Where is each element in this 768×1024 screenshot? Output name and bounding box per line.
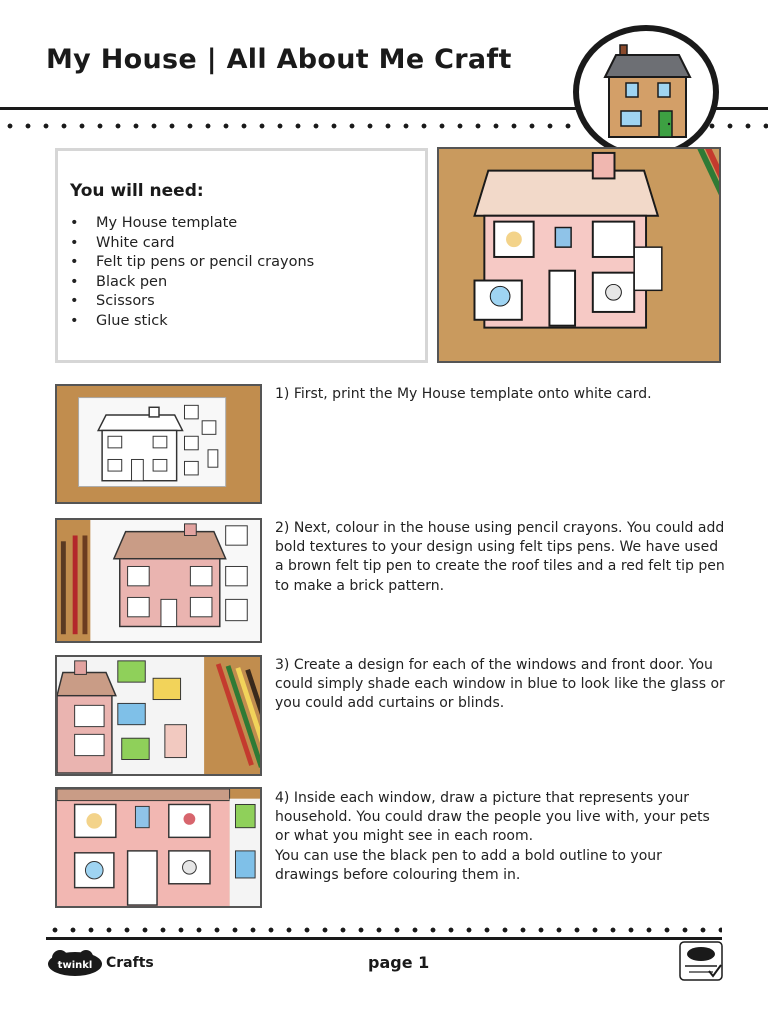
step-2-photo (55, 518, 262, 643)
step-2-text: 2) Next, colour in the house using pencil crayons. You could add bold textures to your design using felt tips pens. We have used a brown felt tip pen to create the roof tiles and a red felt tip pen to make a brick pattern. (275, 520, 725, 594)
materials-list (70, 214, 314, 331)
step-3-text: 3) Create a design for each of the windows and front door. You could simply shade each window in blue to look like the glass or you could add curtains or blinds. (275, 657, 725, 712)
step-1-photo (55, 384, 262, 504)
materials-box (55, 148, 428, 363)
bullet: • (70, 254, 79, 270)
bullet: • (70, 312, 79, 329)
material-label: White card (96, 234, 175, 251)
list-item (70, 234, 314, 254)
material-label: Glue stick (96, 312, 168, 329)
material-label: Black pen (96, 273, 168, 290)
list-item (70, 253, 314, 273)
material-label: Scissors (96, 293, 155, 309)
list-item (70, 273, 314, 293)
list-item (70, 292, 314, 312)
bullet: • (70, 215, 79, 231)
bullet: • (70, 234, 79, 251)
bullet: • (70, 293, 79, 309)
footer-dotted-divider (46, 926, 722, 934)
brand-name: twinkl (57, 960, 93, 971)
brand-suffix: Crafts (106, 955, 154, 971)
materials-heading: You will need: (70, 181, 204, 201)
bullet: • (70, 273, 79, 290)
material-label: Felt tip pens or pencil crayons (96, 254, 315, 270)
page-title: My House | All About Me Craft (46, 44, 512, 75)
step-3-photo (55, 655, 262, 776)
page-number: page 1 (368, 953, 430, 972)
step-4-text: 4) Inside each window, draw a picture that represents your household. You could draw the people you live with, your pets or what you might see in each room. You can use the black pen to add a bold outline to your drawings before colouring them in. (275, 790, 710, 883)
quality-standard-icon (679, 941, 723, 981)
list-item (70, 312, 314, 332)
house-icon (579, 31, 713, 153)
finished-house-photo (437, 147, 721, 363)
material-label: My House template (96, 215, 238, 231)
step-4-photo (55, 787, 262, 908)
step-1-text: 1) First, print the My House template onto white card. (275, 386, 652, 402)
footer-rule (46, 937, 722, 940)
list-item (70, 214, 314, 234)
twinkl-logo-icon (46, 948, 104, 978)
house-icon-badge (573, 25, 719, 159)
